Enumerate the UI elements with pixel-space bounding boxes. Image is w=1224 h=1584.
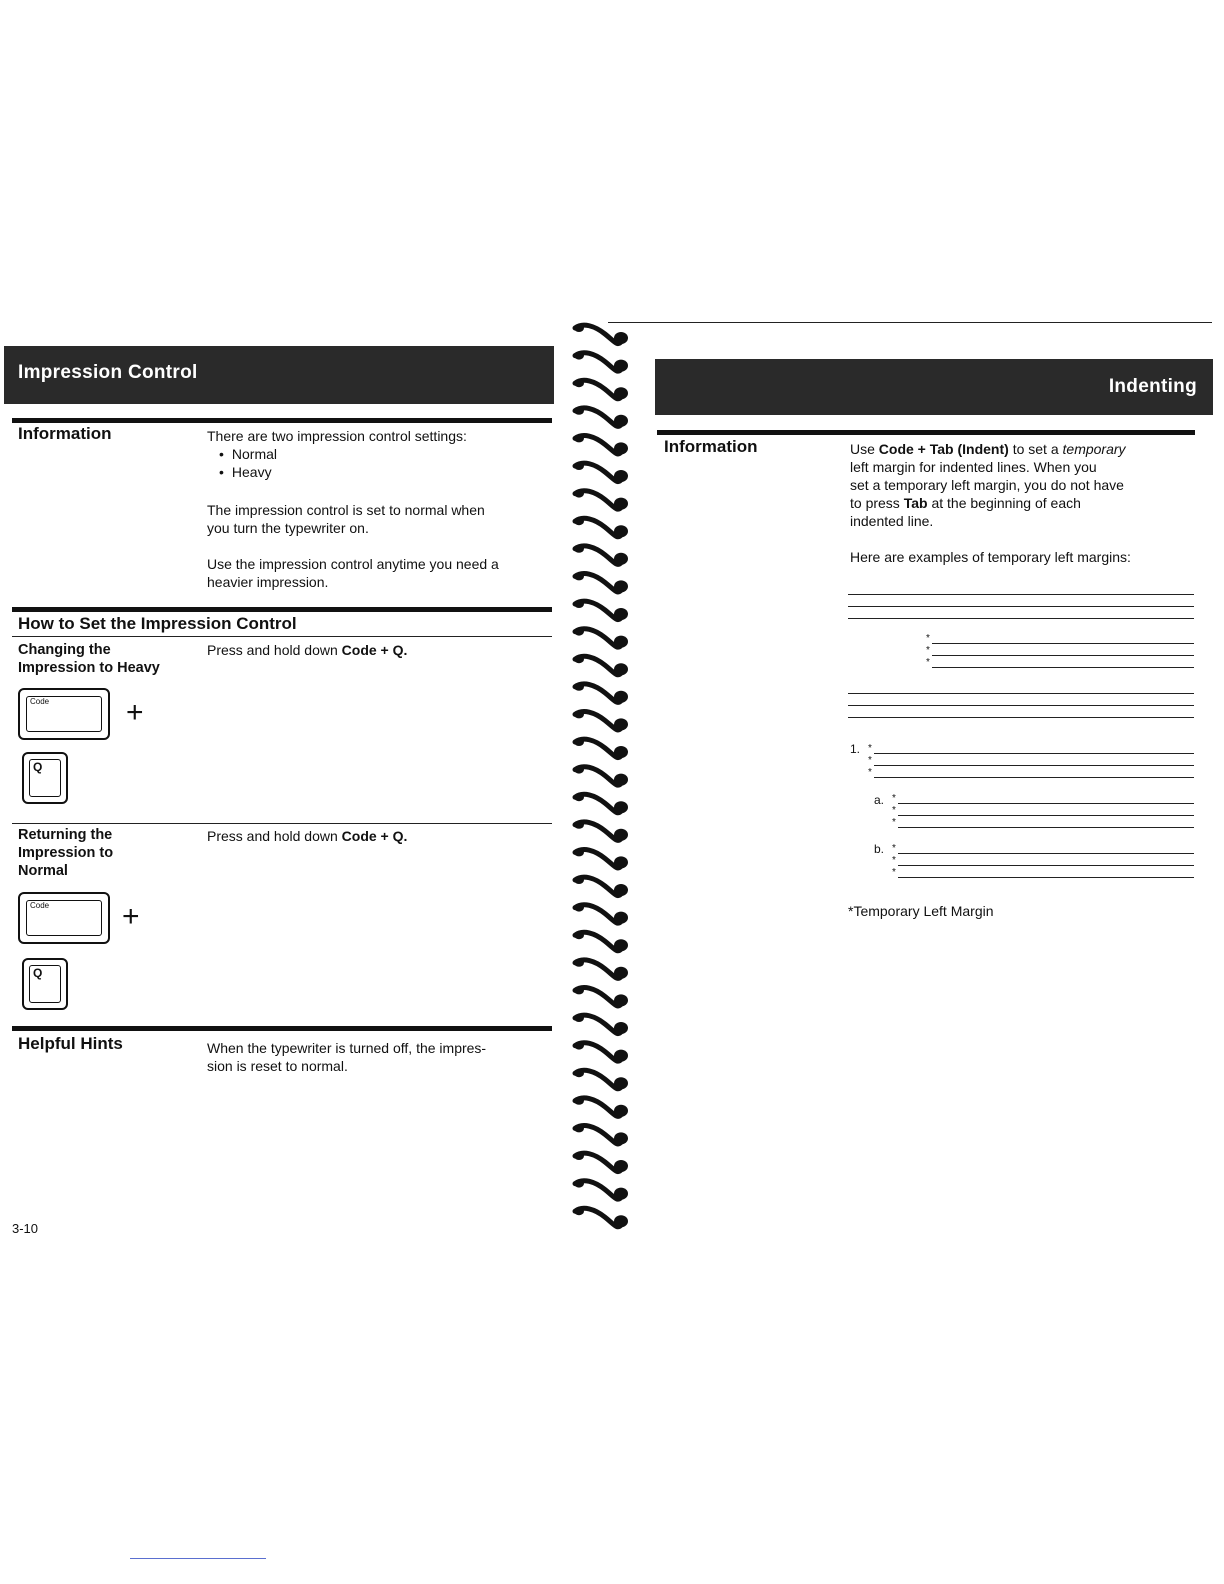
margin-star: * [868,755,872,766]
spiral-coil-icon [574,904,628,924]
returning-instruction-keys: Code + Q. [341,828,408,844]
changing-label-line1: Changing the [18,642,111,658]
examples-intro: Here are examples of temporary left margins: [850,549,1131,565]
indent-l1-a: Use [850,441,875,457]
left-rule-howto [12,607,552,612]
indent-line3: set a temporary left margin, you do not have [850,477,1124,493]
spiral-coil-icon [574,1069,628,1089]
margin-star: * [868,743,872,754]
q-key-label: Q [33,966,43,980]
example-line [898,877,1194,878]
right-information-text [850,440,1195,566]
spiral-binding-icon [565,318,645,1240]
spiral-coil-icon [574,407,628,427]
example-label-1: 1. [850,742,861,756]
spiral-coil-icon [574,1180,628,1200]
spiral-coil-icon [574,545,628,565]
spiral-coil-icon [574,683,628,703]
indent-line5: indented line. [850,513,934,529]
spiral-coil-icon [574,1124,628,1144]
left-rule-howto-under [12,636,552,637]
example-line [874,777,1194,778]
spiral-coil-icon [574,986,628,1006]
spiral-coil-icon [574,379,628,399]
example-label-a: a. [874,793,885,807]
left-information-label: Information [18,424,112,443]
margin-star: * [892,843,896,854]
plus-icon: + [122,900,140,933]
spiral-coil-icon [574,600,628,620]
returning-instruction-text: Press and hold down [207,828,338,844]
margin-star: * [926,645,930,656]
indent-l4-tab: Tab [903,495,928,511]
returning-label-line2: Impression to [18,845,114,861]
info-para2-line1: Use the impression control anytime you need a [207,556,499,572]
indent-l4-a: to press [850,495,900,511]
info-para1-line2: you turn the typewriter on. [207,520,369,536]
spiral-coil-icon [574,434,628,454]
code-key-icon [18,688,110,740]
example-line [898,827,1194,828]
spiral-coil-icon [574,876,628,896]
left-banner [4,346,554,404]
margin-star: * [926,657,930,668]
indent-l1-emph: temporary [1062,441,1126,457]
right-information-label: Information [664,437,758,456]
spiral-coil-icon [574,931,628,951]
margin-star: * [892,817,896,828]
example-line [874,765,1194,766]
margin-star: * [868,767,872,778]
spiral-coil-icon [574,1207,628,1227]
left-banner-title: Impression Control [18,362,198,383]
spiral-coil-icon [574,848,628,868]
plus-icon: + [126,696,144,729]
spiral-coil-icon [574,710,628,730]
changing-label-line2: Impression to Heavy [18,660,160,676]
hints-line1: When the typewriter is turned off, the impres- [207,1040,487,1056]
code-key-label: Code [30,901,50,910]
spiral-coil-icon [574,738,628,758]
spiral-coil-icon [574,766,628,786]
margin-star: * [892,867,896,878]
returning-label [18,826,113,880]
info-para1-line1: The impression control is set to normal when [207,502,485,518]
example-line [932,643,1194,644]
spiral-coil-icon [574,1014,628,1034]
how-to-heading: How to Set the Impression Control [18,614,297,633]
left-information-text [207,427,547,591]
margin-star: * [892,793,896,804]
indent-line1 [850,440,1195,458]
bullet-normal: • Normal [225,445,547,463]
example-line [932,655,1194,656]
indent-line2: left margin for indented lines. When you [850,459,1097,475]
changing-instruction [207,641,407,659]
example-label-b: b. [874,842,885,856]
info-intro: There are two impression control settings: [207,428,467,444]
margin-star: * [892,855,896,866]
right-banner-title: Indenting [1108,376,1197,397]
spiral-coil-icon [574,628,628,648]
spiral-coil-icon [574,821,628,841]
margin-star: * [926,633,930,644]
page-number-left: 3-10 [12,1221,39,1236]
example-line [932,667,1194,668]
example-line [848,594,1194,595]
spiral-coil-icon [574,1042,628,1062]
hints-line2: sion is reset to normal. [207,1058,348,1074]
spiral-coil-icon [574,655,628,675]
right-banner [655,359,1213,415]
left-rule-information [12,418,552,423]
q-key-icon [22,958,68,1010]
left-rule-returning [12,823,552,824]
returning-label-line3: Normal [18,863,68,879]
example-line [848,618,1194,619]
changing-label [18,641,160,677]
indent-l1-keys: Code + Tab (Indent) [878,441,1009,457]
example-line [848,717,1194,718]
bullet-heavy: • Heavy [225,463,547,481]
right-top-edge [608,322,1212,323]
example-line [898,853,1194,854]
indent-l1-c: to set a [1012,441,1059,457]
returning-label-line1: Returning the [18,827,113,843]
example-line [848,693,1194,694]
changing-instruction-text: Press and hold down [207,642,338,658]
indent-l4-c: at the beginning of each [931,495,1081,511]
q-key-label: Q [33,760,43,774]
footnote: *Temporary Left Margin [848,903,994,919]
spiral-coil-icon [574,352,628,372]
spiral-coil-icon [574,1097,628,1117]
example-line [898,803,1194,804]
margin-star: * [892,805,896,816]
returning-instruction [207,827,407,845]
q-key-icon [22,752,68,804]
spiral-coil-icon [574,1152,628,1172]
example-line [874,753,1194,754]
spiral-coil-icon [574,517,628,537]
code-key-icon [18,892,110,944]
example-line [898,865,1194,866]
settings-list [207,445,547,481]
spiral-coil-icon [574,462,628,482]
spiral-coil-icon [574,572,628,592]
info-para2-line2: heavier impression. [207,574,329,590]
spiral-coil-icon [574,793,628,813]
indent-line4 [850,494,1195,512]
example-line [898,815,1194,816]
code-key-label: Code [30,697,50,706]
changing-instruction-keys: Code + Q. [341,642,408,658]
example-line [848,606,1194,607]
spiral-coil-icon [574,959,628,979]
right-rule-information [657,430,1195,435]
spiral-coil-icon [574,490,628,510]
helpful-hints-text [207,1039,486,1075]
spiral-coil-icon [574,324,628,344]
example-line [848,705,1194,706]
bottom-page-edge [130,1558,266,1559]
left-rule-hints [12,1026,552,1031]
helpful-hints-label: Helpful Hints [18,1034,123,1053]
